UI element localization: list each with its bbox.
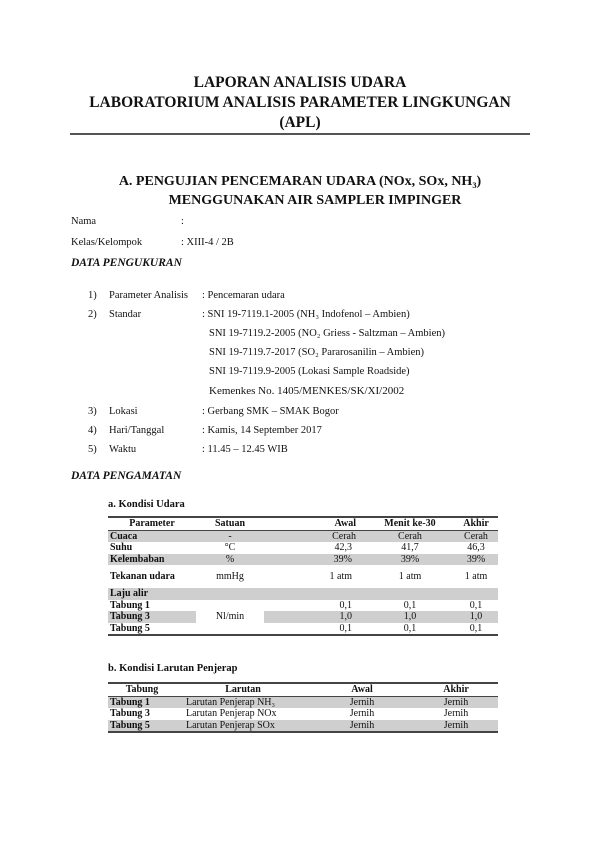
cell-awal: 39%: [333, 553, 352, 565]
item-value: SNI 19-7119.2-2005 (NO₂ Griess - Saltzman – Ambien): [209, 328, 445, 339]
table-row: [108, 588, 498, 600]
cell-awal: Jernih: [349, 708, 375, 719]
cell-param: Tabung 5: [110, 622, 150, 634]
cell-param: Tekanan udara: [110, 570, 175, 582]
cell-param: Tabung 1: [110, 599, 150, 611]
column-header: Tabung: [108, 683, 176, 696]
cell-param: Suhu: [110, 542, 133, 553]
cell-awal: 0,1: [339, 599, 352, 611]
cell-unit: %: [225, 553, 235, 565]
item-num: 4): [88, 425, 97, 436]
data-pengamatan-heading: DATA PENGAMATAN: [71, 470, 182, 482]
cell-akhir: 39%: [466, 553, 486, 565]
cell-menit30: 0,1: [403, 599, 417, 611]
item-value: SNI 19-7119.9-2005 (Lokasi Sample Roadside): [209, 366, 410, 377]
cell-larutan: Larutan Penjerap NOx: [186, 708, 277, 719]
kelas-label: Kelas/Kelompok: [71, 237, 143, 248]
cell-param: Tabung 3: [108, 611, 196, 623]
column-header: Awal: [264, 517, 366, 530]
item-label: Parameter Analisis: [109, 290, 189, 301]
table-header-row: [108, 683, 498, 696]
cell-akhir: Jernih: [443, 708, 469, 719]
item-value: : Pencemaran udara: [202, 290, 285, 301]
cell-awal: Cerah: [332, 530, 356, 542]
cell-unit: mmHg: [216, 570, 244, 582]
cell-menit30: 39%: [400, 553, 420, 565]
cell-larutan: Larutan Penjerap NH₃: [186, 696, 276, 708]
item-num: 5): [88, 444, 97, 455]
item-value: : Kamis, 14 September 2017: [202, 425, 322, 436]
kelas-value: : XIII-4 / 2B: [181, 237, 234, 248]
item-label: Waktu: [109, 444, 137, 455]
cell-unit: °C: [224, 542, 236, 553]
column-header: Akhir: [454, 517, 498, 530]
item-value: SNI 19-7119.7-2017 (SO₂ Pararosanilin – Ambien): [209, 347, 424, 358]
kondisi-udara-heading: a. Kondisi Udara: [108, 499, 185, 510]
cell-unit: Nl/min: [215, 611, 245, 622]
cell-param: Laju alir: [110, 588, 149, 599]
table-row: [108, 542, 498, 554]
kondisi-larutan-heading: b. Kondisi Larutan Penjerap: [108, 663, 238, 674]
cell-akhir: [454, 588, 498, 600]
cell-menit30: 41,7: [401, 542, 419, 553]
data-pengukuran-heading: DATA PENGUKURAN: [71, 257, 182, 269]
cell-awal: Jernih: [349, 719, 375, 731]
cell-awal: 42,3: [334, 542, 352, 553]
table-row: [108, 720, 498, 733]
cell-akhir: 46,3: [467, 542, 485, 553]
kondisi-udara-table: [108, 516, 498, 636]
cell-tabung: Tabung 5: [110, 719, 150, 731]
cell-akhir: 0,1: [469, 599, 483, 611]
table-row: [108, 708, 498, 720]
item-label: Lokasi: [109, 406, 138, 417]
cell-akhir: Jernih: [443, 719, 469, 731]
item-num: 3): [88, 406, 97, 417]
nama-value: :: [181, 216, 184, 227]
item-value: : Gerbang SMK – SMAK Bogor: [202, 406, 339, 417]
cell-menit30: [366, 588, 454, 600]
cell-param: Cuaca: [110, 530, 138, 542]
cell-tabung: Tabung 1: [110, 696, 150, 708]
cell-awal: Jernih: [349, 696, 375, 708]
column-header: Akhir: [414, 683, 498, 696]
column-header: Menit ke-30: [366, 517, 454, 530]
cell-awal: 1 atm: [329, 570, 352, 582]
cell-awal: 0,1: [339, 622, 352, 634]
cell-menit30: 1,0: [366, 611, 454, 623]
cell-param: Kelembaban: [110, 553, 165, 565]
cell-akhir: 0,1: [469, 622, 483, 634]
cell-unit: -: [228, 530, 232, 542]
report-title-line3: (APL): [279, 114, 321, 131]
item-value: : 11.45 – 12.45 WIB: [202, 444, 288, 455]
table-header-row: [108, 517, 498, 530]
cell-menit30: Cerah: [398, 530, 422, 542]
table-row: [108, 611, 498, 623]
table-row: [108, 565, 498, 588]
cell-akhir: Jernih: [443, 696, 469, 708]
column-header: Awal: [310, 683, 414, 696]
section-a-title-line1: A. PENGUJIAN PENCEMARAN UDARA (NOx, SOx, NH₃): [118, 174, 482, 189]
table-row: [108, 696, 498, 708]
item-label: Standar: [109, 309, 142, 320]
cell-menit30: 1 atm: [398, 570, 422, 582]
cell-akhir: 1 atm: [464, 570, 488, 582]
table-row: [108, 530, 498, 542]
item-value: : SNI 19-7119.1-2005 (NH₃ Indofenol – Ambien): [202, 309, 410, 320]
column-header: Larutan: [176, 683, 310, 696]
column-header: Parameter: [108, 517, 196, 530]
cell-larutan: Larutan Penjerap SOx: [186, 719, 275, 731]
item-num: 2): [88, 309, 97, 320]
cell-awal: 1,0: [264, 611, 366, 623]
report-title-line1: LAPORAN ANALISIS UDARA: [193, 74, 407, 91]
cell-tabung: Tabung 3: [110, 708, 150, 719]
table-row: [108, 623, 498, 636]
cell-akhir: 1,0: [454, 611, 498, 623]
item-num: 1): [88, 290, 97, 301]
table-row: [108, 600, 498, 612]
cell-menit30: 0,1: [403, 622, 417, 634]
header-divider: [70, 133, 530, 135]
cell-akhir: Cerah: [464, 530, 488, 542]
cell-unit: [196, 588, 264, 600]
report-title-line2: LABORATORIUM ANALISIS PARAMETER LINGKUNGAN: [89, 94, 511, 111]
item-value: Kemenkes No. 1405/MENKES/SK/XI/2002: [209, 385, 405, 397]
section-a-title-line2: MENGGUNAKAN AIR SAMPLER IMPINGER: [168, 193, 462, 208]
column-header: Satuan: [196, 517, 264, 530]
kondisi-larutan-table: [108, 682, 498, 733]
cell-awal: [264, 588, 366, 600]
table-row: [108, 554, 498, 566]
nama-label: Nama: [71, 216, 97, 227]
item-label: Hari/Tanggal: [109, 425, 165, 436]
